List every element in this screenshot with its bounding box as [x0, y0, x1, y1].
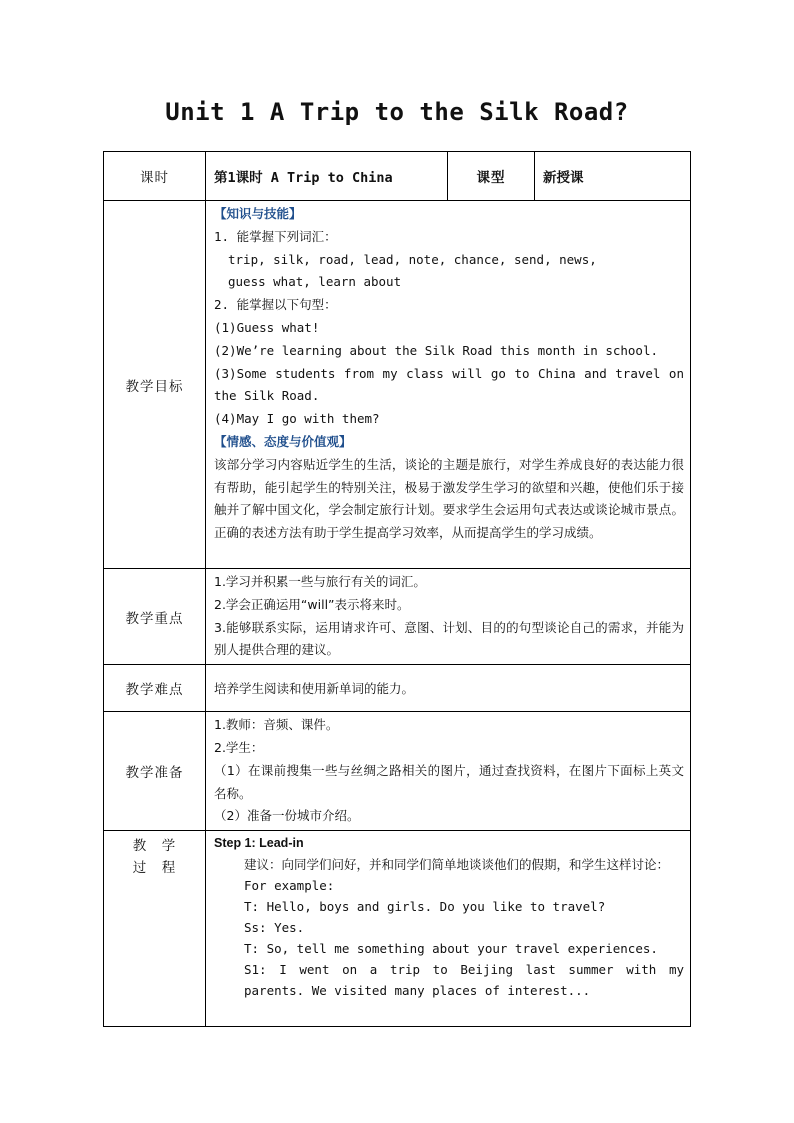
- emotion-text: 该部分学习内容贴近学生的生活，谈论的主题是旅行，对学生养成良好的表达能力很有帮助，能引起学生的特别关注，极易于激发学生学习的欲望和兴趣，使他们乐于接触并了解中国文化，学会制定旅行计划。要求学生会运用句式表达或谈论城市景点。正确的表述方法有助于学生提高学习效率，从而提高学生的学习成绩。: [214, 456, 684, 541]
- key-points-label: 教学重点: [104, 569, 206, 665]
- sentence-title: 2. 能掌握以下句型：: [214, 297, 337, 313]
- key-point-3: 3.能够联系实际，运用请求许可、意图、计划、目的的句型谈论自己的需求，并能为别人提供合理的建议。: [214, 619, 684, 658]
- key-points-content: [206, 569, 691, 665]
- emotion-heading: 【情感、态度与价值观】: [214, 433, 352, 449]
- objectives-row: [104, 201, 691, 569]
- prep-student-1: （1）在课前搜集一些与丝绸之路相关的图片，通过查找资料，在图片下面标上英文名称。: [214, 762, 684, 801]
- step-heading: Step 1: Lead-in: [214, 836, 304, 851]
- lesson-plan-table: [103, 151, 691, 1027]
- sentence-1: (1)Guess what!: [214, 319, 320, 335]
- sentence-2: (2)We’re learning about the Silk Road this month in school.: [214, 342, 659, 358]
- prep-teacher: 1.教师：音频、课件。: [214, 717, 339, 733]
- prep-student-2: （2）准备一份城市介绍。: [214, 808, 360, 824]
- document-title: Unit 1 A Trip to the Silk Road?: [165, 98, 629, 126]
- dialogue-line-4: T: So, tell me something about your travel experiences.: [244, 941, 658, 957]
- sentence-3: (3)Some students from my class will go to China and travel on the Silk Road.: [214, 365, 684, 404]
- key-point-1: 1.学习并积累一些与旅行有关的词汇。: [214, 574, 426, 589]
- preparation-label: 教学准备: [104, 712, 206, 831]
- type-value: 新授课: [535, 152, 691, 201]
- vocab-line-1: trip, silk, road, lead, note, chance, send, news,: [228, 251, 597, 267]
- dialogue-line-5: S1: I went on a trip to Beijing last summer with my parents. We visited many places of interest...: [244, 962, 684, 999]
- vocab-line-2: guess what, learn about: [228, 274, 402, 290]
- process-label: [104, 831, 206, 1027]
- dialogue-line-3: Ss: Yes.: [244, 920, 305, 936]
- process-label-line-2: 过 程: [132, 860, 177, 877]
- sentence-4: (4)May I go with them?: [214, 411, 380, 427]
- difficulty-row: [104, 665, 691, 712]
- vocab-title: 1. 能掌握下列词汇：: [214, 228, 337, 244]
- suggestion-text: 建议：向同学们问好，并和同学们简单地谈谈他们的假期，和学生这样讨论：: [244, 857, 670, 873]
- prep-student: 2.学生：: [214, 739, 264, 755]
- key-point-2: 2.学会正确运用“will”表示将来时。: [214, 596, 410, 612]
- type-label: 课型: [448, 152, 535, 201]
- process-content: [206, 831, 691, 1027]
- dialogue-line-1: For example:: [244, 878, 335, 894]
- process-label-line-1: 教 学: [132, 838, 177, 855]
- preparation-row: [104, 712, 691, 831]
- lesson-value: 第1课时 A Trip to China: [206, 152, 448, 201]
- objectives-label: 教学目标: [104, 201, 206, 569]
- objectives-content: [206, 201, 691, 569]
- key-points-row: [104, 569, 691, 665]
- dialogue-line-2: T: Hello, boys and girls. Do you like to travel?: [244, 899, 606, 915]
- preparation-content: [206, 712, 691, 831]
- difficulty-label: 教学难点: [104, 665, 206, 712]
- header-row: [104, 152, 691, 201]
- lesson-label: 课时: [104, 152, 206, 201]
- process-row: [104, 831, 691, 1027]
- difficulty-text: 培养学生阅读和使用新单词的能力。: [206, 665, 691, 712]
- knowledge-heading: 【知识与技能】: [214, 206, 302, 221]
